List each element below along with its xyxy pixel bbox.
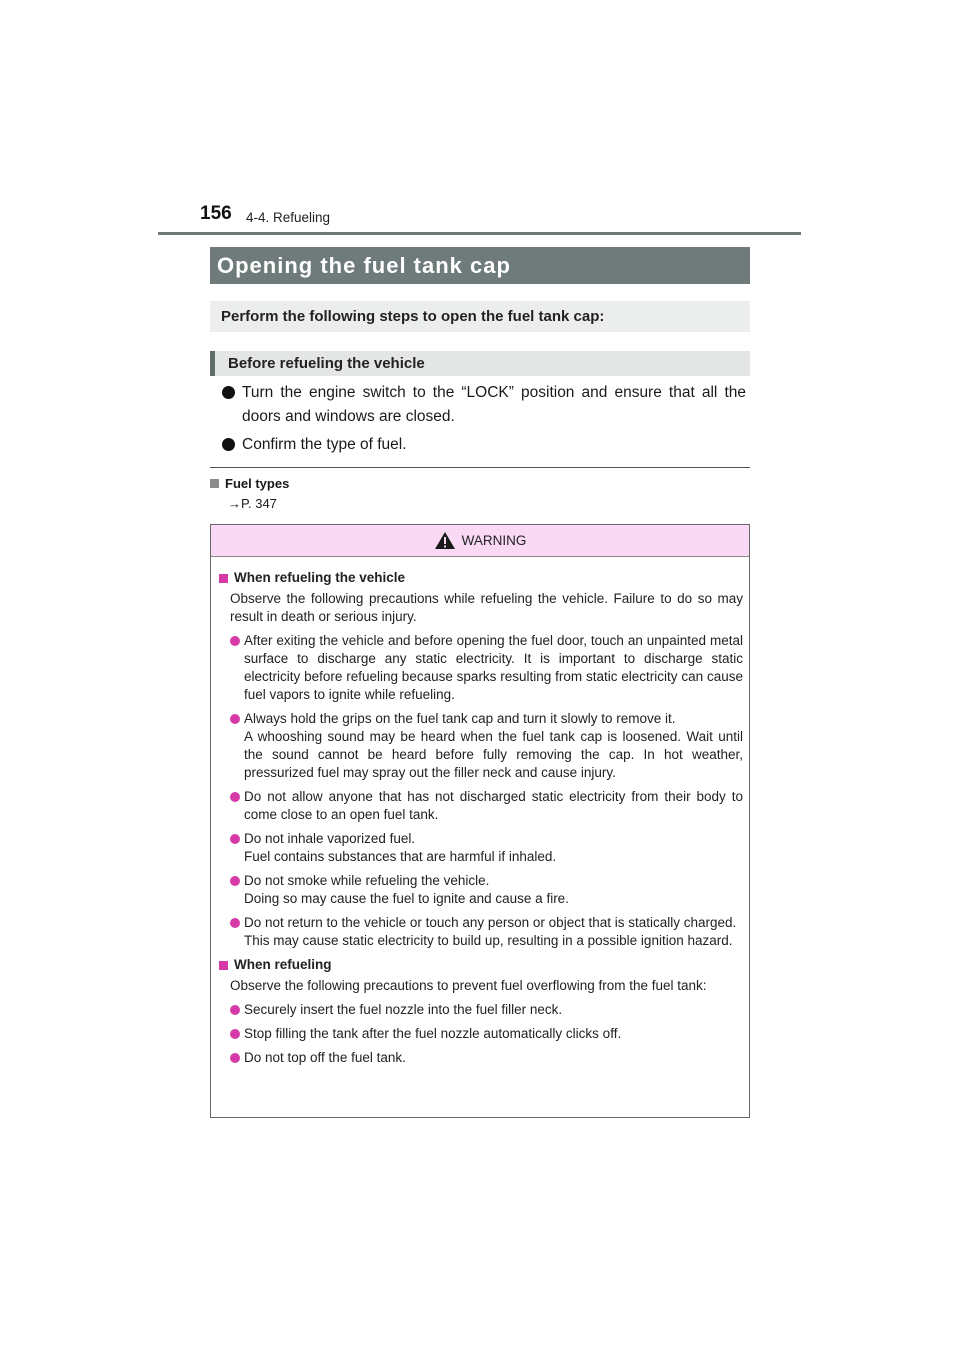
warning-line: After exiting the vehicle and before opening the fuel door, touch an unpainted metal surface to discharge any static electricity. It is important to discharge static electricity before refueling because sparks resulting from static electricity can cause fuel vapors to ignite while refueling. xyxy=(244,633,743,702)
square-bullet-icon xyxy=(219,574,228,583)
fuel-types xyxy=(210,476,289,511)
warning-item xyxy=(230,1025,743,1043)
warning-header xyxy=(211,525,749,557)
subheading: Before refueling the vehicle xyxy=(228,355,425,372)
bullet-icon xyxy=(230,876,240,886)
warning-item xyxy=(230,914,743,950)
bullet-icon xyxy=(230,636,240,646)
fuel-types-heading xyxy=(210,476,289,491)
warning-box xyxy=(210,524,750,1118)
warning-item xyxy=(230,1001,743,1019)
bullet-icon xyxy=(230,834,240,844)
warning-heading-text: When refueling the vehicle xyxy=(234,570,406,585)
warning-line: Do not top off the fuel tank. xyxy=(244,1050,406,1065)
warning-intro: Observe the following precautions while refueling the vehicle. Failure to do so may result in death or serious injury. xyxy=(230,591,743,624)
warning-line: Fuel contains substances that are harmful if inhaled. xyxy=(244,849,557,864)
warning-triangle-icon xyxy=(434,531,456,550)
bullet-icon xyxy=(230,1053,240,1063)
warning-item xyxy=(230,872,743,908)
title-bar xyxy=(210,247,750,284)
bullet-icon xyxy=(230,1029,240,1039)
step-item xyxy=(222,433,746,457)
warning-line: Do not return to the vehicle or touch any person or object that is statically charged. xyxy=(244,915,737,930)
warning-label: WARNING xyxy=(461,533,527,548)
warning-heading-text: When refueling xyxy=(234,957,332,972)
steps-list xyxy=(222,381,746,461)
page-reference: →P. 347 xyxy=(228,496,277,511)
page-title: Opening the fuel tank cap xyxy=(217,252,511,278)
warning-line: This may cause static electricity to build up, resulting in a possible ignition hazard. xyxy=(244,933,733,948)
intro-box xyxy=(210,301,750,332)
bullet-icon xyxy=(230,1005,240,1015)
bullet-icon xyxy=(222,386,235,399)
warning-line: Doing so may cause the fuel to ignite and cause a fire. xyxy=(244,891,569,906)
warning-item xyxy=(230,710,743,782)
square-bullet-icon xyxy=(210,479,219,488)
bullet-icon xyxy=(230,918,240,928)
bullet-icon xyxy=(230,714,240,724)
square-bullet-icon xyxy=(219,961,228,970)
bullet-icon xyxy=(230,792,240,802)
page-number: 156 xyxy=(200,203,232,224)
warning-line: Do not allow anyone that has not discharged static electricity from their body to come close to an open fuel tank. xyxy=(244,789,743,822)
warning-item xyxy=(230,632,743,704)
warning-line: A whooshing sound may be heard when the fuel tank cap is loosened. Wait until the sound cannot be heard before fully removing the cap. In hot weather, pressurized fuel may spray out the filler neck and cause injury. xyxy=(244,729,743,780)
header-rule xyxy=(158,232,801,235)
step-text: Confirm the type of fuel. xyxy=(242,436,407,453)
warning-line: Stop filling the tank after the fuel nozzle automatically clicks off. xyxy=(244,1026,622,1041)
warning-line: Do not smoke while refueling the vehicle. xyxy=(244,873,490,888)
warning-item xyxy=(230,830,743,866)
section-label: 4-4. Refueling xyxy=(246,210,331,225)
step-item xyxy=(222,381,746,429)
warning-line: Do not inhale vaporized fuel. xyxy=(244,831,416,846)
warning-line: Securely insert the fuel nozzle into the fuel filler neck. xyxy=(244,1002,563,1017)
subheading-bar xyxy=(210,351,750,376)
divider xyxy=(210,467,750,468)
step-text: Turn the engine switch to the “LOCK” position and ensure that all the doors and windows are closed. xyxy=(242,384,746,425)
warning-body xyxy=(211,557,749,1067)
bullet-icon xyxy=(222,438,235,451)
warning-item xyxy=(230,1049,743,1067)
fuel-types-label: Fuel types xyxy=(225,476,290,491)
warning-intro: Observe the following precautions to prevent fuel overflowing from the fuel tank: xyxy=(230,978,707,993)
warning-section-heading xyxy=(219,569,743,587)
warning-line: Always hold the grips on the fuel tank cap and turn it slowly to remove it. xyxy=(244,711,676,726)
warning-section-heading xyxy=(219,956,743,974)
warning-item xyxy=(230,788,743,824)
intro-text: Perform the following steps to open the fuel tank cap: xyxy=(221,308,605,325)
